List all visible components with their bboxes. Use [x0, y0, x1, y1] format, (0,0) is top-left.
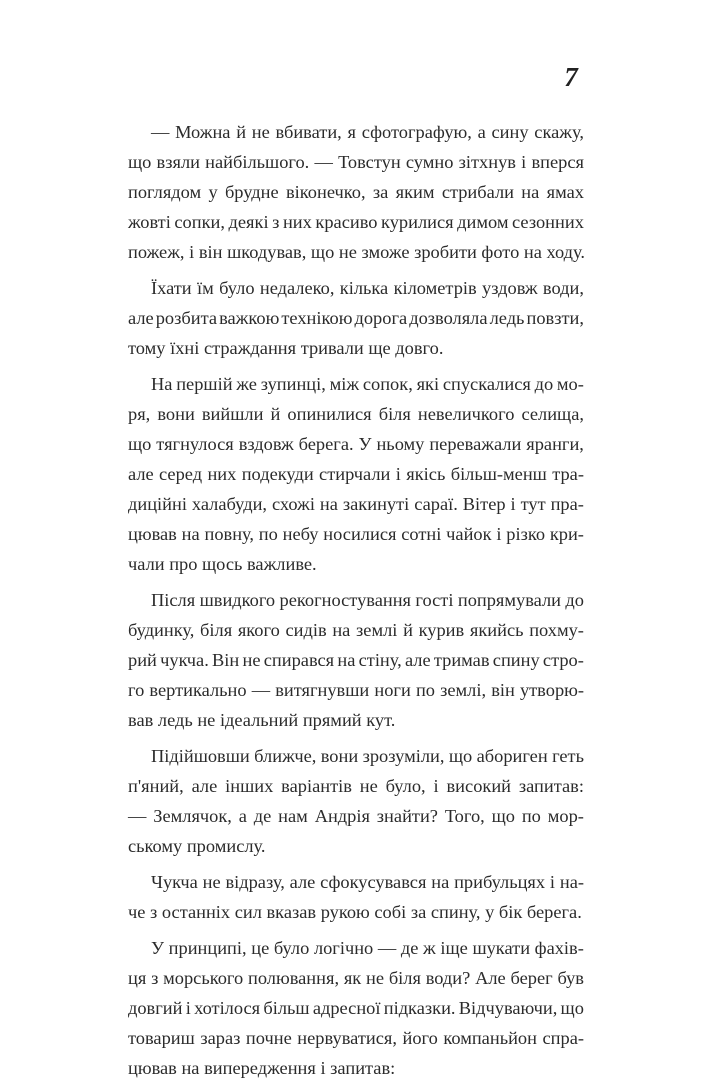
text-line: Чукча не відразу, але сфокусувався на прибульцях і на-: [151, 872, 584, 892]
text-line: На першій же зупинці, між сопок, які спускалися до мо-: [151, 374, 584, 394]
paragraph: [128, 585, 584, 735]
text-line: тому їхні страждання тривали ще довго.: [128, 338, 444, 358]
text-line: чали про щось важливе.: [128, 554, 317, 574]
text-line: що взяли найбільшого. — Товстун сумно зітхнув і вперся: [128, 152, 584, 172]
text-line: п'яний, але інших варіантів не було, і високий запитав:: [128, 776, 584, 796]
text-line: товариш зараз почне нервуватися, його компаньйон спра-: [128, 1028, 584, 1048]
text-line: Підійшовши ближче, вони зрозуміли, що абориген геть: [151, 746, 584, 766]
paragraph: [128, 933, 584, 1083]
paragraph: [128, 741, 584, 861]
text-line: будинку, біля якого сидів на землі й курив якийсь похму-: [128, 620, 584, 640]
text-line: але розбита важкою технікою дорога дозволяла ледь повзти,: [128, 308, 584, 328]
body-text: [128, 117, 584, 1089]
paragraph: [128, 117, 584, 267]
text-line: цював на випередження і запитав:: [128, 1058, 396, 1078]
text-line: диційні халабуди, схожі на закинуті сараї. Вітер і тут пра-: [128, 494, 584, 514]
text-line: — Можна й не вбивати, я сфотографую, а сину скажу,: [151, 122, 584, 142]
paragraph: [128, 369, 584, 579]
text-line: рий чукча. Він не спирався на стіну, але тримав спину стро-: [128, 650, 584, 670]
text-line: цював на повну, по небу носилися сотні чайок і різко кри-: [128, 524, 584, 544]
text-line: вав ледь не ідеальний прямий кут.: [128, 710, 396, 730]
text-line: У принципі, це було логічно — де ж іще шукати фахів-: [151, 938, 584, 958]
text-line: ря, вони вийшли й опинилися біля невеличкого селища,: [128, 404, 584, 424]
text-line: довгий і хотілося більш адресної підказки. Відчуваючи, що: [128, 998, 584, 1018]
text-line: — Землячок, а де нам Андрія знайти? Того, що по мор-: [128, 806, 584, 826]
text-line: жовті сопки, деякі з них красиво курилися димом сезонних: [128, 212, 584, 232]
paragraph: [128, 867, 584, 927]
text-line: го вертикально — витягнувши ноги по землі, він утворю-: [128, 680, 584, 700]
paragraph: [128, 273, 584, 363]
text-line: пожеж, і він шкодував, що не зможе зробити фото на ходу.: [128, 242, 585, 262]
text-line: що тягнулося вздовж берега. У ньому переважали яранги,: [128, 434, 584, 454]
text-line: Їхати їм було недалеко, кілька кілометрів уздовж води,: [151, 278, 584, 298]
text-line: ця з морського полювання, як не біля води? Але берег був: [128, 968, 584, 988]
text-line: Після швидкого рекогностування гості попрямували до: [151, 590, 584, 610]
text-line: поглядом у брудне віконечко, за яким стрибали на ямах: [128, 182, 584, 202]
text-line: але серед них подекуди стирчали і якісь більш-менш тра-: [128, 464, 584, 484]
text-line: че з останніх сил вказав рукою собі за спину, у бік берега.: [128, 902, 582, 922]
page-number: 7: [564, 62, 578, 92]
text-line: ському промислу.: [128, 836, 266, 856]
